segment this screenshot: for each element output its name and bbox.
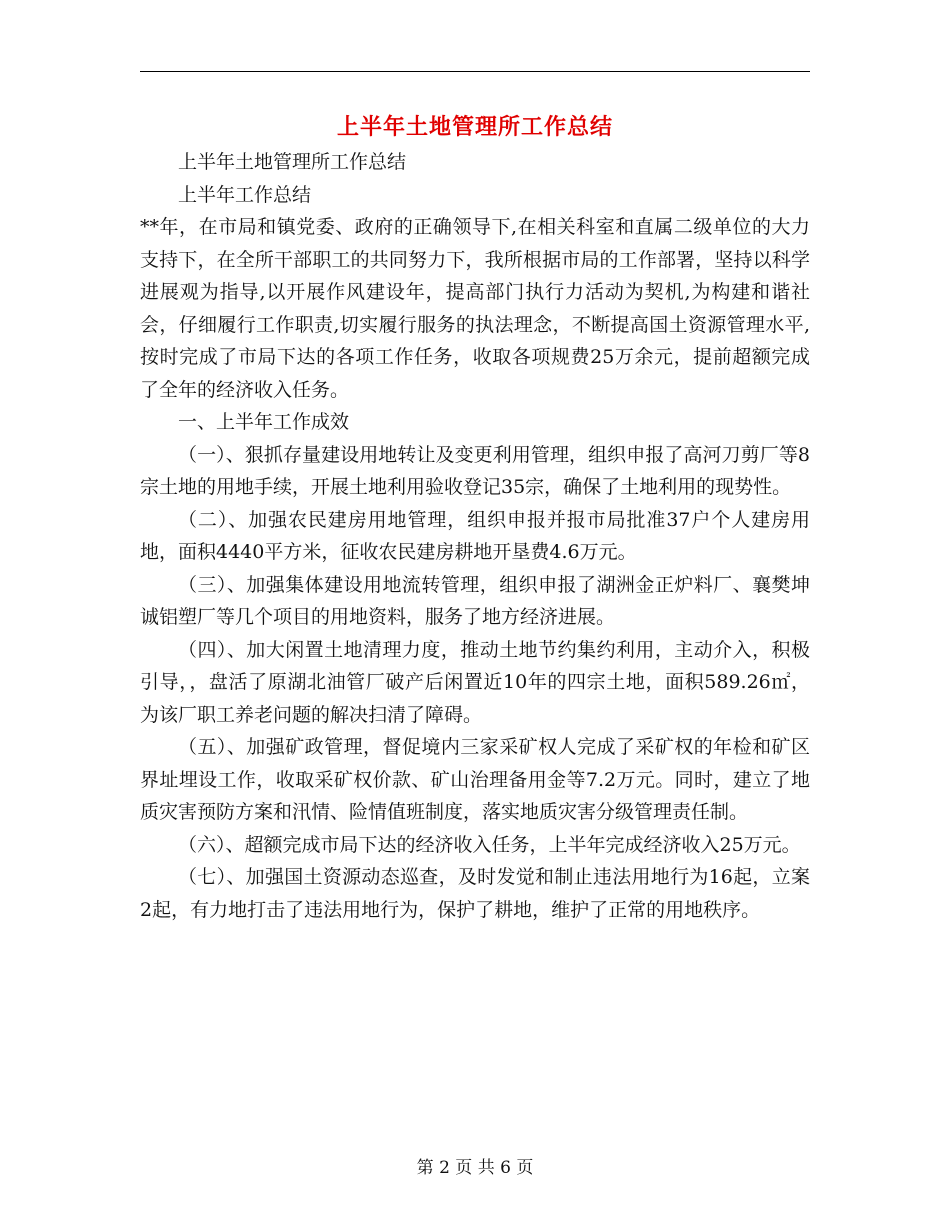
page-footer: 第 2 页 共 6 页 [416,1158,534,1178]
part1-heading: 一、上半年工作成效 [178,411,350,433]
document-body [140,146,810,926]
item-paragraph-4: （四）、加大闲置土地清理力度，推动土地节约集约利用，主动介入，积极引导，，盘活了原湖北油管厂破产后闲置近10年的四宗土地，面积589.26㎡，为该厂职工养老问题的解决扫清了障碍。 [140,638,810,726]
subtitle: 上半年土地管理所工作总结 [178,151,407,173]
header-rule [140,71,810,72]
item-paragraph-5: （五）、加强矿政管理，督促境内三家采矿权人完成了采矿权的年检和矿区界址埋设工作，收取采矿权价款、矿山治理备用金等7.2万元。同时，建立了地质灾害预防方案和汛情、险情值班制度，落实地质灾害分级管理责任制。 [140,736,810,823]
item-paragraph-1: （一）、狠抓存量建设用地转让及变更利用管理，组织申报了高河刀剪厂等8宗土地的用地手续，开展土地利用验收登记35宗，确保了土地利用的现势性。 [140,443,810,498]
item-paragraph-3: （三）、加强集体建设用地流转管理，组织申报了湖洲金正炉料厂、襄樊坤诚铝塑厂等几个项目的用地资料，服务了地方经济进展。 [140,573,810,628]
item-paragraph-2: （二）、加强农民建房用地管理，组织申报并报市局批准37户个人建房用地，面积4440平方米，征收农民建房耕地开垦费4.6万元。 [140,508,810,563]
section-heading: 上半年工作总结 [178,183,312,206]
intro-paragraph: **年，在市局和镇党委、政府的正确领导下,在相关科室和直属二级单位的大力支持下，在全所干部职工的共同努力下，我所根据市局的工作部署，坚持以科学进展观为指导,以开展作风建设年，提高部门执行力活动为契机,为构建和谐社会，仔细履行工作职责,切实履行服务的执法理念，不断提高国土资源管理水平,按时完成了市局下达的各项工作任务，收取各项规费25万余元，提前超额完成了全年的经济收入任务。 [140,216,810,401]
item-paragraph-6: （六）、超额完成市局下达的经济收入任务，上半年完成经济收入25万元。 [178,833,801,856]
document-title: 上半年土地管理所工作总结 [336,114,613,140]
item-paragraph-7: （七）、加强国土资源动态巡查，及时发觉和制止违法用地行为16起，立案2起，有力地打击了违法用地行为，保护了耕地，维护了正常的用地秩序。 [140,866,810,921]
